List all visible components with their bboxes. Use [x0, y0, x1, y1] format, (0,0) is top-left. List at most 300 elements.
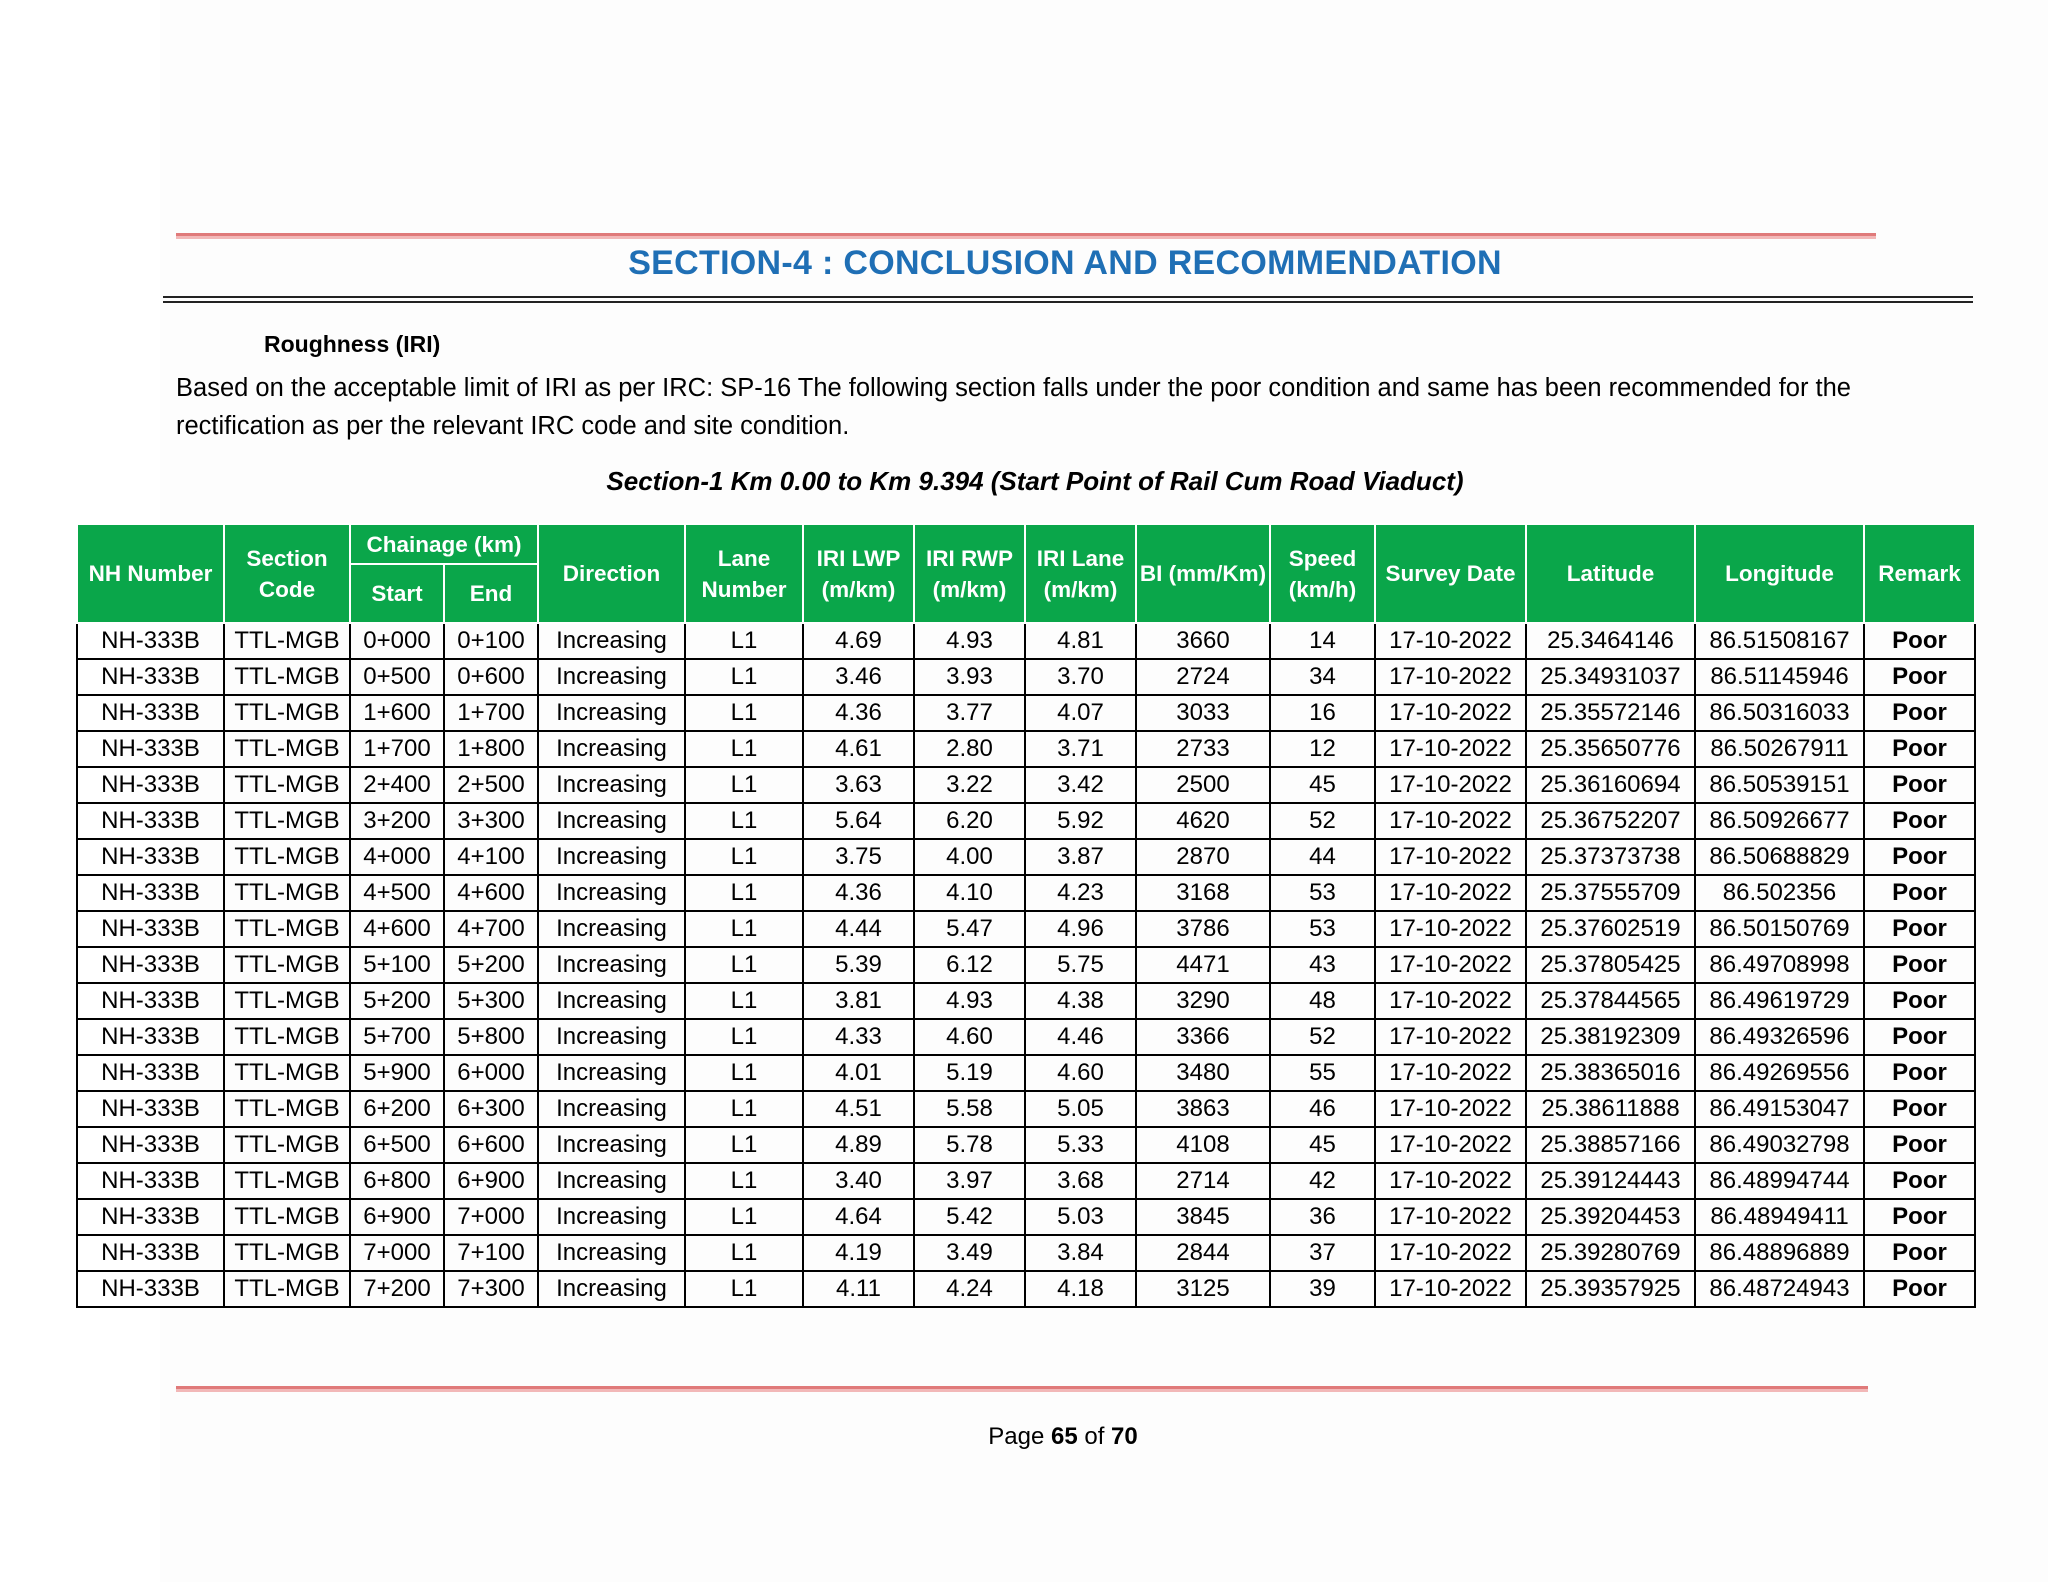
- table-cell: 86.49153047: [1695, 1091, 1864, 1127]
- table-cell: 17-10-2022: [1375, 695, 1526, 731]
- page-footer: [0, 1423, 2048, 1451]
- section-title: SECTION-4 : CONCLUSION AND RECOMMENDATION: [628, 244, 1502, 282]
- table-cell: Poor: [1864, 983, 1975, 1019]
- table-cell: Increasing: [538, 911, 685, 947]
- table-cell: 6+900: [444, 1163, 538, 1199]
- table-cell: TTL-MGB: [224, 839, 350, 875]
- table-cell: 4.69: [803, 623, 914, 659]
- table-row: [77, 1235, 1975, 1271]
- table-cell: 5.78: [914, 1127, 1025, 1163]
- table-cell: 3.22: [914, 767, 1025, 803]
- table-cell: 3168: [1136, 875, 1270, 911]
- table-cell: 5+200: [350, 983, 444, 1019]
- table-cell: L1: [685, 767, 803, 803]
- table-cell: 86.50926677: [1695, 803, 1864, 839]
- table-row: [77, 839, 1975, 875]
- table-cell: 5.33: [1025, 1127, 1136, 1163]
- table-cell: 25.36752207: [1526, 803, 1695, 839]
- table-cell: NH-333B: [77, 623, 224, 659]
- table-cell: Poor: [1864, 803, 1975, 839]
- table-cell: 86.50150769: [1695, 911, 1864, 947]
- table-cell: 7+000: [350, 1235, 444, 1271]
- table-cell: 2844: [1136, 1235, 1270, 1271]
- table-cell: 17-10-2022: [1375, 947, 1526, 983]
- table-cell: NH-333B: [77, 911, 224, 947]
- header-latitude: Latitude: [1526, 524, 1695, 623]
- table-cell: 25.39204453: [1526, 1199, 1695, 1235]
- table-cell: Poor: [1864, 731, 1975, 767]
- table-cell: 17-10-2022: [1375, 1199, 1526, 1235]
- table-cell: 5+800: [444, 1019, 538, 1055]
- table-cell: 86.51508167: [1695, 623, 1864, 659]
- table-cell: 53: [1270, 911, 1375, 947]
- table-cell: TTL-MGB: [224, 1235, 350, 1271]
- table-cell: Poor: [1864, 1091, 1975, 1127]
- table-cell: 4+700: [444, 911, 538, 947]
- table-cell: 17-10-2022: [1375, 1127, 1526, 1163]
- table-cell: 4.93: [914, 623, 1025, 659]
- table-cell: 5+200: [444, 947, 538, 983]
- table-cell: 17-10-2022: [1375, 983, 1526, 1019]
- table-cell: 3.40: [803, 1163, 914, 1199]
- table-cell: 2733: [1136, 731, 1270, 767]
- table-cell: 5.19: [914, 1055, 1025, 1091]
- sub-heading: Roughness (IRI): [264, 331, 441, 357]
- table-cell: 6+500: [350, 1127, 444, 1163]
- table-cell: NH-333B: [77, 659, 224, 695]
- table-cell: NH-333B: [77, 1127, 224, 1163]
- table-cell: 4.19: [803, 1235, 914, 1271]
- table-cell: TTL-MGB: [224, 911, 350, 947]
- table-cell: Poor: [1864, 947, 1975, 983]
- table-cell: Increasing: [538, 767, 685, 803]
- table-cell: Poor: [1864, 1271, 1975, 1307]
- table-cell: 3.71: [1025, 731, 1136, 767]
- header-nh-number: NH Number: [77, 524, 224, 623]
- iri-data-table: [76, 523, 1976, 1308]
- table-cell: L1: [685, 803, 803, 839]
- table-cell: 4+600: [350, 911, 444, 947]
- table-cell: Increasing: [538, 1127, 685, 1163]
- table-cell: NH-333B: [77, 1019, 224, 1055]
- header-iri-rwp: IRI RWP (m/km): [914, 524, 1025, 623]
- table-cell: Poor: [1864, 1055, 1975, 1091]
- table-cell: 7+200: [350, 1271, 444, 1307]
- table-cell: 44: [1270, 839, 1375, 875]
- table-cell: 5.64: [803, 803, 914, 839]
- table-cell: 4.24: [914, 1271, 1025, 1307]
- table-cell: 46: [1270, 1091, 1375, 1127]
- header-survey-date: Survey Date: [1375, 524, 1526, 623]
- table-cell: Increasing: [538, 1163, 685, 1199]
- table-row: [77, 1055, 1975, 1091]
- header-section-code: Section Code: [224, 524, 350, 623]
- table-cell: 4+000: [350, 839, 444, 875]
- table-cell: 86.49619729: [1695, 983, 1864, 1019]
- table-cell: 3863: [1136, 1091, 1270, 1127]
- table-cell: 45: [1270, 1127, 1375, 1163]
- header-remark: Remark: [1864, 524, 1975, 623]
- table-row: [77, 803, 1975, 839]
- table-cell: 25.34931037: [1526, 659, 1695, 695]
- table-cell: 4471: [1136, 947, 1270, 983]
- table-cell: TTL-MGB: [224, 875, 350, 911]
- table-cell: 7+100: [444, 1235, 538, 1271]
- table-cell: 2.80: [914, 731, 1025, 767]
- table-cell: Poor: [1864, 659, 1975, 695]
- table-cell: 86.502356: [1695, 875, 1864, 911]
- table-cell: 2724: [1136, 659, 1270, 695]
- table-cell: TTL-MGB: [224, 1271, 350, 1307]
- table-cell: 86.50267911: [1695, 731, 1864, 767]
- table-cell: 7+000: [444, 1199, 538, 1235]
- table-cell: 1+700: [350, 731, 444, 767]
- table-cell: L1: [685, 1127, 803, 1163]
- table-body: [77, 623, 1975, 1307]
- table-cell: 3.77: [914, 695, 1025, 731]
- header-longitude: Longitude: [1695, 524, 1864, 623]
- page-label: Page: [988, 1423, 1045, 1450]
- table-cell: 4.51: [803, 1091, 914, 1127]
- table-cell: TTL-MGB: [224, 1199, 350, 1235]
- header-lane-number: Lane Number: [685, 524, 803, 623]
- table-cell: 4.60: [914, 1019, 1025, 1055]
- table-cell: 17-10-2022: [1375, 731, 1526, 767]
- table-cell: Poor: [1864, 839, 1975, 875]
- table-cell: 3.42: [1025, 767, 1136, 803]
- table-cell: 1+800: [444, 731, 538, 767]
- table-cell: 2+400: [350, 767, 444, 803]
- table-cell: 4.89: [803, 1127, 914, 1163]
- table-cell: 5.42: [914, 1199, 1025, 1235]
- table-cell: 86.49269556: [1695, 1055, 1864, 1091]
- table-cell: 3845: [1136, 1199, 1270, 1235]
- table-cell: TTL-MGB: [224, 1019, 350, 1055]
- table-cell: TTL-MGB: [224, 695, 350, 731]
- table-cell: Increasing: [538, 695, 685, 731]
- table-cell: 6+000: [444, 1055, 538, 1091]
- table-row: [77, 1091, 1975, 1127]
- table-cell: 17-10-2022: [1375, 1091, 1526, 1127]
- table-cell: 17-10-2022: [1375, 1271, 1526, 1307]
- table-cell: Increasing: [538, 659, 685, 695]
- table-cell: Poor: [1864, 1199, 1975, 1235]
- table-cell: 7+300: [444, 1271, 538, 1307]
- table-cell: L1: [685, 695, 803, 731]
- table-cell: 25.37555709: [1526, 875, 1695, 911]
- table-cell: 0+100: [444, 623, 538, 659]
- table-cell: L1: [685, 1055, 803, 1091]
- table-row: [77, 1163, 1975, 1199]
- table-cell: L1: [685, 839, 803, 875]
- table-cell: 17-10-2022: [1375, 1163, 1526, 1199]
- table-cell: NH-333B: [77, 947, 224, 983]
- table-cell: Increasing: [538, 1055, 685, 1091]
- table-cell: 86.49032798: [1695, 1127, 1864, 1163]
- table-cell: 5.03: [1025, 1199, 1136, 1235]
- table-cell: 55: [1270, 1055, 1375, 1091]
- table-cell: 3.84: [1025, 1235, 1136, 1271]
- table-cell: Increasing: [538, 623, 685, 659]
- table-cell: NH-333B: [77, 695, 224, 731]
- page-of: of: [1084, 1423, 1105, 1450]
- table-cell: 2500: [1136, 767, 1270, 803]
- table-cell: Poor: [1864, 695, 1975, 731]
- table-cell: 86.48994744: [1695, 1163, 1864, 1199]
- table-cell: NH-333B: [77, 983, 224, 1019]
- table-cell: 4.00: [914, 839, 1025, 875]
- table-cell: 25.37805425: [1526, 947, 1695, 983]
- table-cell: 6.12: [914, 947, 1025, 983]
- table-cell: Poor: [1864, 767, 1975, 803]
- table-cell: 5.58: [914, 1091, 1025, 1127]
- table-cell: 25.37373738: [1526, 839, 1695, 875]
- table-cell: L1: [685, 875, 803, 911]
- table-cell: 53: [1270, 875, 1375, 911]
- table-cell: TTL-MGB: [224, 947, 350, 983]
- table-row: [77, 1271, 1975, 1307]
- table-cell: 2+500: [444, 767, 538, 803]
- table-cell: NH-333B: [77, 1163, 224, 1199]
- table-cell: Poor: [1864, 1127, 1975, 1163]
- table-cell: 4.61: [803, 731, 914, 767]
- table-cell: Poor: [1864, 875, 1975, 911]
- table-cell: Increasing: [538, 1199, 685, 1235]
- table-cell: 86.50688829: [1695, 839, 1864, 875]
- table-cell: 4.18: [1025, 1271, 1136, 1307]
- table-cell: TTL-MGB: [224, 767, 350, 803]
- table-row: [77, 1019, 1975, 1055]
- table-cell: 86.49708998: [1695, 947, 1864, 983]
- table-cell: TTL-MGB: [224, 983, 350, 1019]
- table-cell: Poor: [1864, 1019, 1975, 1055]
- table-cell: 5.05: [1025, 1091, 1136, 1127]
- table-cell: 4.60: [1025, 1055, 1136, 1091]
- table-cell: 25.35572146: [1526, 695, 1695, 731]
- table-cell: 17-10-2022: [1375, 659, 1526, 695]
- table-cell: 45: [1270, 767, 1375, 803]
- table-cell: 36: [1270, 1199, 1375, 1235]
- table-cell: 0+500: [350, 659, 444, 695]
- table-cell: Increasing: [538, 1235, 685, 1271]
- table-cell: Increasing: [538, 875, 685, 911]
- table-cell: L1: [685, 623, 803, 659]
- table-cell: Poor: [1864, 623, 1975, 659]
- table-cell: 4.23: [1025, 875, 1136, 911]
- table-cell: NH-333B: [77, 767, 224, 803]
- table-cell: 17-10-2022: [1375, 839, 1526, 875]
- table-cell: NH-333B: [77, 1091, 224, 1127]
- top-red-rule: [176, 233, 1876, 239]
- table-row: [77, 659, 1975, 695]
- table-cell: 16: [1270, 695, 1375, 731]
- header-direction: Direction: [538, 524, 685, 623]
- table-cell: 25.37602519: [1526, 911, 1695, 947]
- body-paragraph: Based on the acceptable limit of IRI as per IRC: SP-16 The following section falls under the poor condition and same has been recommended for the rectification as per the relevant IRC code and site condition.: [176, 374, 1851, 440]
- table-cell: 5+100: [350, 947, 444, 983]
- table-cell: L1: [685, 1199, 803, 1235]
- table-cell: 1+600: [350, 695, 444, 731]
- table-cell: 6+900: [350, 1199, 444, 1235]
- header-chainage: Chainage (km): [350, 524, 538, 564]
- table-cell: 5.39: [803, 947, 914, 983]
- table-cell: Increasing: [538, 1091, 685, 1127]
- table-cell: 25.38857166: [1526, 1127, 1695, 1163]
- table-cell: 0+000: [350, 623, 444, 659]
- table-cell: NH-333B: [77, 1055, 224, 1091]
- table-cell: 14: [1270, 623, 1375, 659]
- table-cell: 4.96: [1025, 911, 1136, 947]
- table-cell: 3.97: [914, 1163, 1025, 1199]
- table-cell: 5.92: [1025, 803, 1136, 839]
- table-cell: TTL-MGB: [224, 1127, 350, 1163]
- table-cell: 48: [1270, 983, 1375, 1019]
- header-bi: BI (mm/Km): [1136, 524, 1270, 623]
- table-cell: 3.68: [1025, 1163, 1136, 1199]
- table-cell: 25.39357925: [1526, 1271, 1695, 1307]
- table-row: [77, 875, 1975, 911]
- table-cell: 86.48896889: [1695, 1235, 1864, 1271]
- table-cell: TTL-MGB: [224, 731, 350, 767]
- table-cell: 4.33: [803, 1019, 914, 1055]
- table-cell: 17-10-2022: [1375, 767, 1526, 803]
- table-cell: L1: [685, 659, 803, 695]
- table-cell: TTL-MGB: [224, 1055, 350, 1091]
- table-cell: NH-333B: [77, 839, 224, 875]
- table-cell: 5.75: [1025, 947, 1136, 983]
- table-cell: 3366: [1136, 1019, 1270, 1055]
- bottom-red-rule: [176, 1386, 1868, 1392]
- table-cell: 39: [1270, 1271, 1375, 1307]
- table-cell: 3786: [1136, 911, 1270, 947]
- table-cell: 3480: [1136, 1055, 1270, 1091]
- table-cell: L1: [685, 983, 803, 1019]
- table-cell: TTL-MGB: [224, 659, 350, 695]
- title-underline: [163, 296, 1973, 298]
- table-cell: 4.93: [914, 983, 1025, 1019]
- header-start: Start: [350, 564, 444, 623]
- table-cell: L1: [685, 1091, 803, 1127]
- table-cell: 17-10-2022: [1375, 1055, 1526, 1091]
- table-cell: 86.49326596: [1695, 1019, 1864, 1055]
- table-caption: Section-1 Km 0.00 to Km 9.394 (Start Point of Rail Cum Road Viaduct): [606, 466, 1464, 496]
- table-row: [77, 911, 1975, 947]
- table-cell: L1: [685, 1271, 803, 1307]
- table-cell: 86.48949411: [1695, 1199, 1864, 1235]
- table-cell: 86.48724943: [1695, 1271, 1864, 1307]
- table-cell: 6.20: [914, 803, 1025, 839]
- header-end: End: [444, 564, 538, 623]
- table-cell: 25.38365016: [1526, 1055, 1695, 1091]
- table-cell: Poor: [1864, 1235, 1975, 1271]
- table-cell: 5+700: [350, 1019, 444, 1055]
- table-cell: 3.46: [803, 659, 914, 695]
- table-cell: 3660: [1136, 623, 1270, 659]
- table-cell: 25.39280769: [1526, 1235, 1695, 1271]
- table-cell: 3.75: [803, 839, 914, 875]
- table-cell: 17-10-2022: [1375, 623, 1526, 659]
- table-cell: 3033: [1136, 695, 1270, 731]
- table-cell: 3125: [1136, 1271, 1270, 1307]
- table-row: [77, 767, 1975, 803]
- table-cell: 6+300: [444, 1091, 538, 1127]
- table-cell: 86.50316033: [1695, 695, 1864, 731]
- table-cell: 1+700: [444, 695, 538, 731]
- table-cell: NH-333B: [77, 1199, 224, 1235]
- table-cell: 4+500: [350, 875, 444, 911]
- table-cell: 4.64: [803, 1199, 914, 1235]
- table-cell: TTL-MGB: [224, 623, 350, 659]
- table-cell: 25.36160694: [1526, 767, 1695, 803]
- table-cell: 6+600: [444, 1127, 538, 1163]
- table-cell: 4.01: [803, 1055, 914, 1091]
- table-cell: 3+300: [444, 803, 538, 839]
- header-iri-lwp: IRI LWP (m/km): [803, 524, 914, 623]
- table-row: [77, 1199, 1975, 1235]
- table-cell: 2870: [1136, 839, 1270, 875]
- table-cell: 42: [1270, 1163, 1375, 1199]
- table-cell: NH-333B: [77, 1235, 224, 1271]
- table-cell: TTL-MGB: [224, 1091, 350, 1127]
- table-cell: 17-10-2022: [1375, 1235, 1526, 1271]
- table-cell: 3.49: [914, 1235, 1025, 1271]
- table-cell: 4.07: [1025, 695, 1136, 731]
- table-cell: 4.38: [1025, 983, 1136, 1019]
- table-cell: 6+800: [350, 1163, 444, 1199]
- table-cell: 25.3464146: [1526, 623, 1695, 659]
- table-cell: L1: [685, 1019, 803, 1055]
- table-cell: 0+600: [444, 659, 538, 695]
- table-cell: 25.37844565: [1526, 983, 1695, 1019]
- table-cell: 3+200: [350, 803, 444, 839]
- header-speed: Speed (km/h): [1270, 524, 1375, 623]
- table-cell: 6+200: [350, 1091, 444, 1127]
- table-header: [77, 524, 1975, 623]
- table-row: [77, 983, 1975, 1019]
- table-cell: 3.70: [1025, 659, 1136, 695]
- table-cell: 37: [1270, 1235, 1375, 1271]
- table-cell: 5+900: [350, 1055, 444, 1091]
- table-cell: 4.81: [1025, 623, 1136, 659]
- table-cell: 17-10-2022: [1375, 803, 1526, 839]
- table-cell: 17-10-2022: [1375, 1019, 1526, 1055]
- table-cell: Increasing: [538, 983, 685, 1019]
- table-cell: 4.10: [914, 875, 1025, 911]
- table-cell: 4+100: [444, 839, 538, 875]
- table-cell: 3.87: [1025, 839, 1136, 875]
- table-cell: 17-10-2022: [1375, 911, 1526, 947]
- table-cell: 5+300: [444, 983, 538, 1019]
- table-row: [77, 1127, 1975, 1163]
- table-cell: 25.35650776: [1526, 731, 1695, 767]
- table-cell: 86.50539151: [1695, 767, 1864, 803]
- table-cell: TTL-MGB: [224, 803, 350, 839]
- table-cell: Increasing: [538, 803, 685, 839]
- table-cell: 25.38192309: [1526, 1019, 1695, 1055]
- table-row: [77, 695, 1975, 731]
- table-cell: L1: [685, 731, 803, 767]
- page-total: 70: [1111, 1423, 1138, 1450]
- table-cell: 4620: [1136, 803, 1270, 839]
- page-current: 65: [1050, 1423, 1078, 1450]
- table-cell: 2714: [1136, 1163, 1270, 1199]
- table-cell: 52: [1270, 1019, 1375, 1055]
- title-underline-second: [163, 301, 1973, 303]
- table-cell: Poor: [1864, 911, 1975, 947]
- table-cell: Poor: [1864, 1163, 1975, 1199]
- table-cell: NH-333B: [77, 875, 224, 911]
- table-row: [77, 731, 1975, 767]
